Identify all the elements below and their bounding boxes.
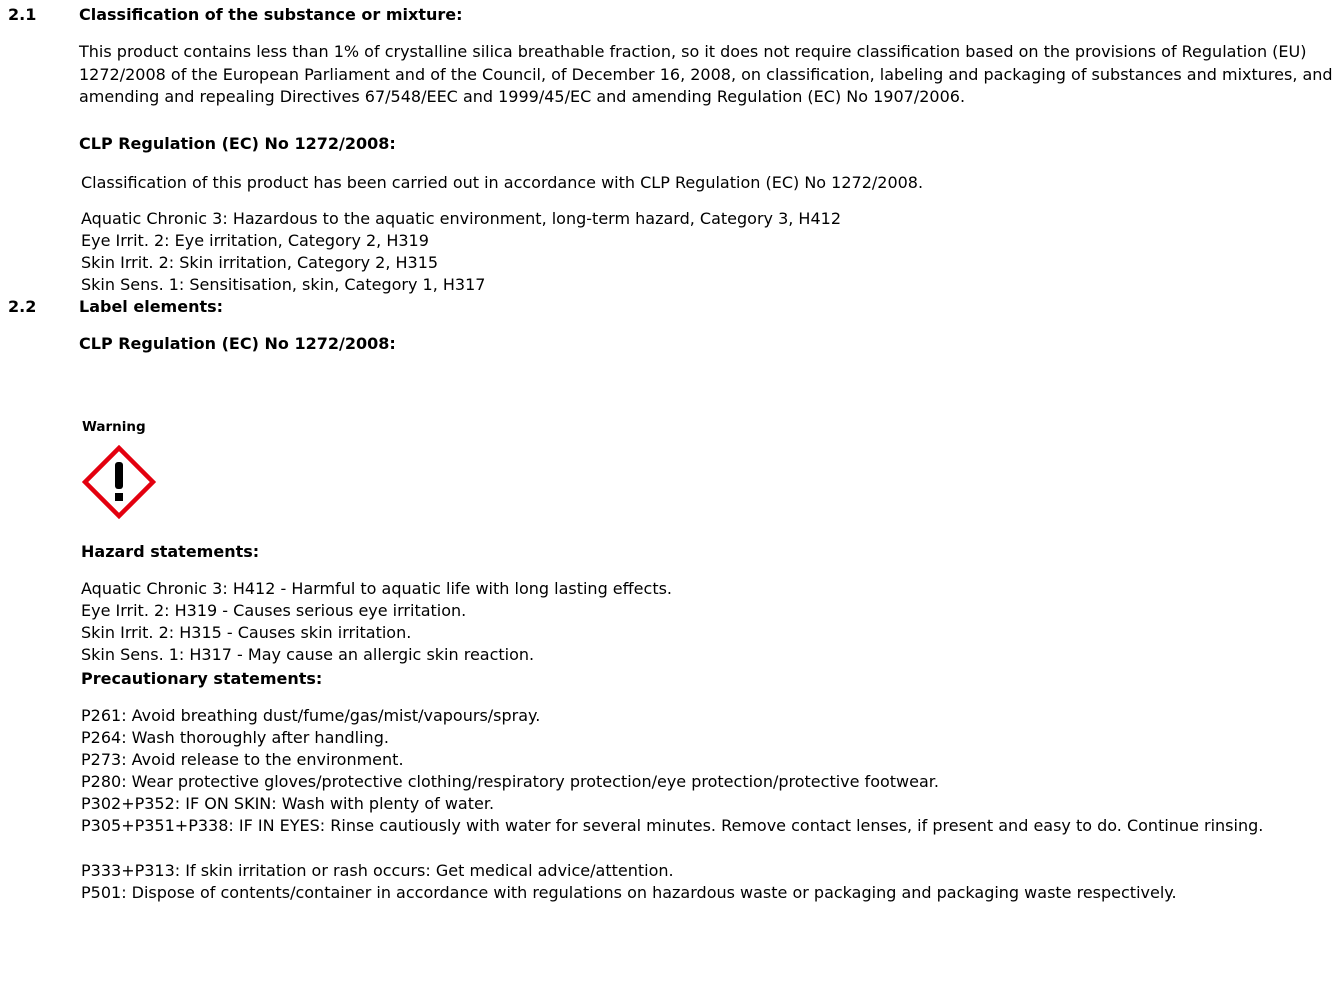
clp-heading-2-2: CLP Regulation (EC) No 1272/2008:	[79, 334, 396, 353]
section-number-2-2: 2.2	[8, 297, 37, 316]
hazard-statement: Aquatic Chronic 3: H412 - Harmful to aquatic life with long lasting effects.	[81, 579, 673, 598]
hazard-statement: Eye Irrit. 2: H319 - Causes serious eye irritation.	[81, 601, 467, 620]
signal-word: Warning	[82, 419, 146, 435]
clp-note: Classification of this product has been carried out in accordance with CLP Regulation (EC) No 1272/2008.	[81, 173, 924, 192]
precautionary-statement: P501: Dispose of contents/container in accordance with regulations on hazardous waste or packaging and packaging waste respectively.	[81, 883, 1177, 902]
section-number-2-1: 2.1	[8, 5, 37, 24]
precautionary-statement: P273: Avoid release to the environment.	[81, 750, 404, 769]
clp-heading-2-1: CLP Regulation (EC) No 1272/2008:	[79, 134, 396, 153]
precautionary-statement: P264: Wash thoroughly after handling.	[81, 728, 389, 747]
hazard-statements-heading: Hazard statements:	[81, 542, 260, 561]
precautionary-statement: P302+P352: IF ON SKIN: Wash with plenty of water.	[81, 794, 495, 813]
precautionary-statement: P333+P313: If skin irritation or rash occurs: Get medical advice/attention.	[81, 861, 674, 880]
precautionary-statement: P305+P351+P338: IF IN EYES: Rinse cautiously with water for several minutes. Remove contact lenses, if present and easy to do. Continue rinsing.	[81, 816, 1264, 835]
hazard-statement: Skin Irrit. 2: H315 - Causes skin irritation.	[81, 623, 412, 642]
classification-item: Skin Irrit. 2: Skin irritation, Category 2, H315	[81, 253, 439, 272]
section-2-1-intro: This product contains less than 1% of crystalline silica breathable fraction, so it does not require classification based on the provisions of Regulation (EU) 1272/2008 of the European Parliament and of the Council, of December 16, 2008, on classification, labeling and packaging of substances and mixtures, and amending and repealing Directives 67/548/EEC and 1999/45/EC and amending Regulation (EC) No 1907/2006.	[79, 42, 1333, 106]
section-title-2-1: Classification of the substance or mixture:	[79, 5, 463, 24]
precautionary-statement: P280: Wear protective gloves/protective clothing/respiratory protection/eye protection/protective footwear.	[81, 772, 939, 791]
classification-item: Eye Irrit. 2: Eye irritation, Category 2, H319	[81, 231, 429, 250]
hazard-statement: Skin Sens. 1: H317 - May cause an allergic skin reaction.	[81, 645, 535, 664]
precautionary-statements-heading: Precautionary statements:	[81, 669, 323, 688]
precautionary-statement: P261: Avoid breathing dust/fume/gas/mist/vapours/spray.	[81, 706, 541, 725]
classification-item: Skin Sens. 1: Sensitisation, skin, Category 1, H317	[81, 275, 486, 294]
exclamation-mark-icon	[82, 445, 156, 519]
classification-item: Aquatic Chronic 3: Hazardous to the aquatic environment, long-term hazard, Category 3, H412	[81, 209, 841, 228]
section-title-2-2: Label elements:	[79, 297, 224, 316]
